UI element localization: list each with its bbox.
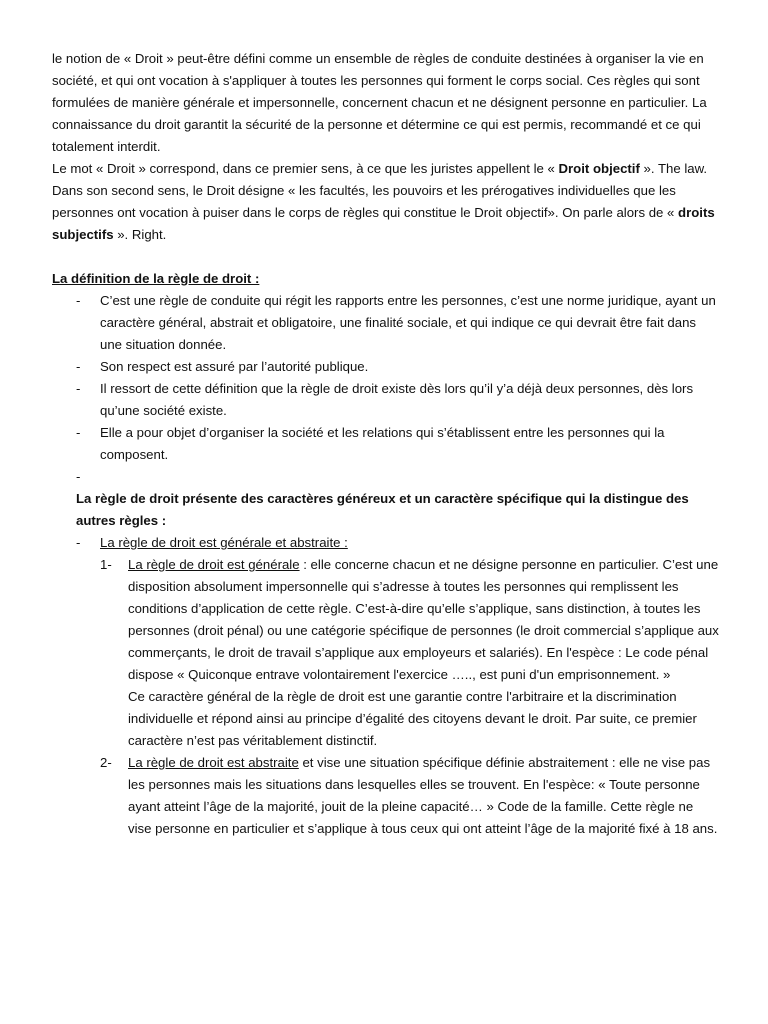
- droits-subjectifs-term: droits subjectifs: [52, 205, 715, 242]
- intro-p2-text: Le mot « Droit » correspond, dans ce premier sens, à ce que les juristes appellent le «: [52, 161, 559, 176]
- definition-list: [52, 290, 720, 488]
- dash-bullet: -: [76, 425, 81, 440]
- subheading-generale-abstraite: La règle de droit est générale et abstraite :: [100, 535, 348, 550]
- dash-bullet: -: [76, 469, 81, 484]
- dash-bullet: -: [76, 535, 81, 550]
- spacer: [52, 246, 720, 268]
- item-paragraph-2: Ce caractère général de la règle de droit est une garantie contre l'arbitraire et la discrimination individuelle et répond ainsi au principe d’égalité des citoyens devant le droit. Par suite, ce premier caractère n’est pas véritablement distinctif.: [128, 689, 697, 748]
- intro-p3-tail: ». Right.: [113, 227, 167, 242]
- intro-p2-tail: ». The law.: [639, 161, 708, 176]
- list-item: [52, 356, 720, 378]
- caracteres-heading: [52, 488, 720, 532]
- list-item: [52, 554, 720, 752]
- item-title: La règle de droit est générale: [128, 557, 300, 572]
- item-number: 2-: [100, 755, 112, 770]
- dash-bullet: -: [76, 359, 81, 374]
- list-item-text: C’est une règle de conduite qui régit les rapports entre les personnes, c’est une norme juridique, ayant un caractère général, abstrait et obligatoire, une finalité sociale, et qui indique ce qui devrait être fait dans une situation donnée.: [100, 293, 716, 352]
- list-item: [52, 378, 720, 422]
- list-item: [52, 532, 720, 554]
- definition-heading-text: La définition de la règle de droit :: [52, 271, 260, 286]
- definition-heading: [52, 268, 720, 290]
- list-item-text: Il ressort de cette définition que la règle de droit existe dès lors qu’il y’a déjà deux personnes, dès lors qu’une société existe.: [100, 381, 694, 418]
- item-text: et vise une situation spécifique définie abstraitement : elle ne vise pas les personnes mais les situations dans lesquelles elles se trouvent. En l'espèce: « Toute personne ayant atteint l’âge de la majorité, jouit de la pleine capacité… » Code de la famille. Cette règle ne vise personne en particulier et s’applique à tous ceux qui ont atteint l’âge de la majorité fixé à 18 ans.: [128, 755, 718, 836]
- document-page: [52, 48, 720, 840]
- list-item: [52, 422, 720, 466]
- droit-objectif-term: Droit objectif: [558, 161, 640, 176]
- numbered-list: [52, 554, 720, 840]
- intro-paragraph-1: le notion de « Droit » peut-être défini comme un ensemble de règles de conduite destinées à organiser la vie en société, et qui ont vocation à s'appliquer à toutes les personnes qui forment le corps social. Ces règles qui sont formulées de manière générale et impersonnelle, concernent chacun et ne désignent personne en particulier. La connaissance du droit garantit la sécurité de la personne et détermine ce qui est permis, recommandé et ce qui totalement interdit.: [52, 51, 707, 154]
- list-item: [52, 290, 720, 356]
- intro-p3-text: Dans son second sens, le Droit désigne « les facultés, les pouvoirs et les prérogatives individuelles que les personnes ont vocation à puiser dans le corps de règles qui constitue le Droit objectif». On parle alors de «: [52, 183, 679, 220]
- item-title: La règle de droit est abstraite: [128, 755, 299, 770]
- list-item-text: Son respect est assuré par l’autorité publique.: [100, 359, 369, 374]
- caracteres-list: [52, 532, 720, 554]
- item-paragraph: [128, 554, 720, 686]
- list-item-text: [100, 469, 104, 484]
- dash-bullet: -: [76, 381, 81, 396]
- caracteres-heading-text: La règle de droit présente des caractères généreux et un caractère spécifique qui la distingue des autres règles :: [76, 491, 689, 528]
- list-item: [52, 466, 720, 488]
- item-number: 1-: [100, 557, 112, 572]
- item-paragraph: [128, 752, 720, 840]
- list-item-text: Elle a pour objet d’organiser la société et les relations qui s’établissent entre les personnes qui la composent.: [100, 425, 665, 462]
- intro-paragraph-3: [52, 180, 720, 246]
- list-item: [52, 752, 720, 840]
- item-text: : elle concerne chacun et ne désigne personne en particulier. C’est une disposition absolument impersonnelle qui s’adresse à toutes les personnes qui remplissent les conditions d’application de cette règle. C’est-à-dire qu’elle s’applique, sans distinction, à toutes les personnes (droit pénal) ou une catégorie spécifique de personnes (le droit commercial s’applique aux commerçants, le droit de travail s’applique aux employeurs et salariés). En l'espèce : Le code pénal dispose « Quiconque entrave volontairement l'exercice ….., est puni d'un emprisonnement. »: [128, 557, 719, 682]
- dash-bullet: -: [76, 293, 81, 308]
- intro-paragraph-2: [52, 158, 720, 180]
